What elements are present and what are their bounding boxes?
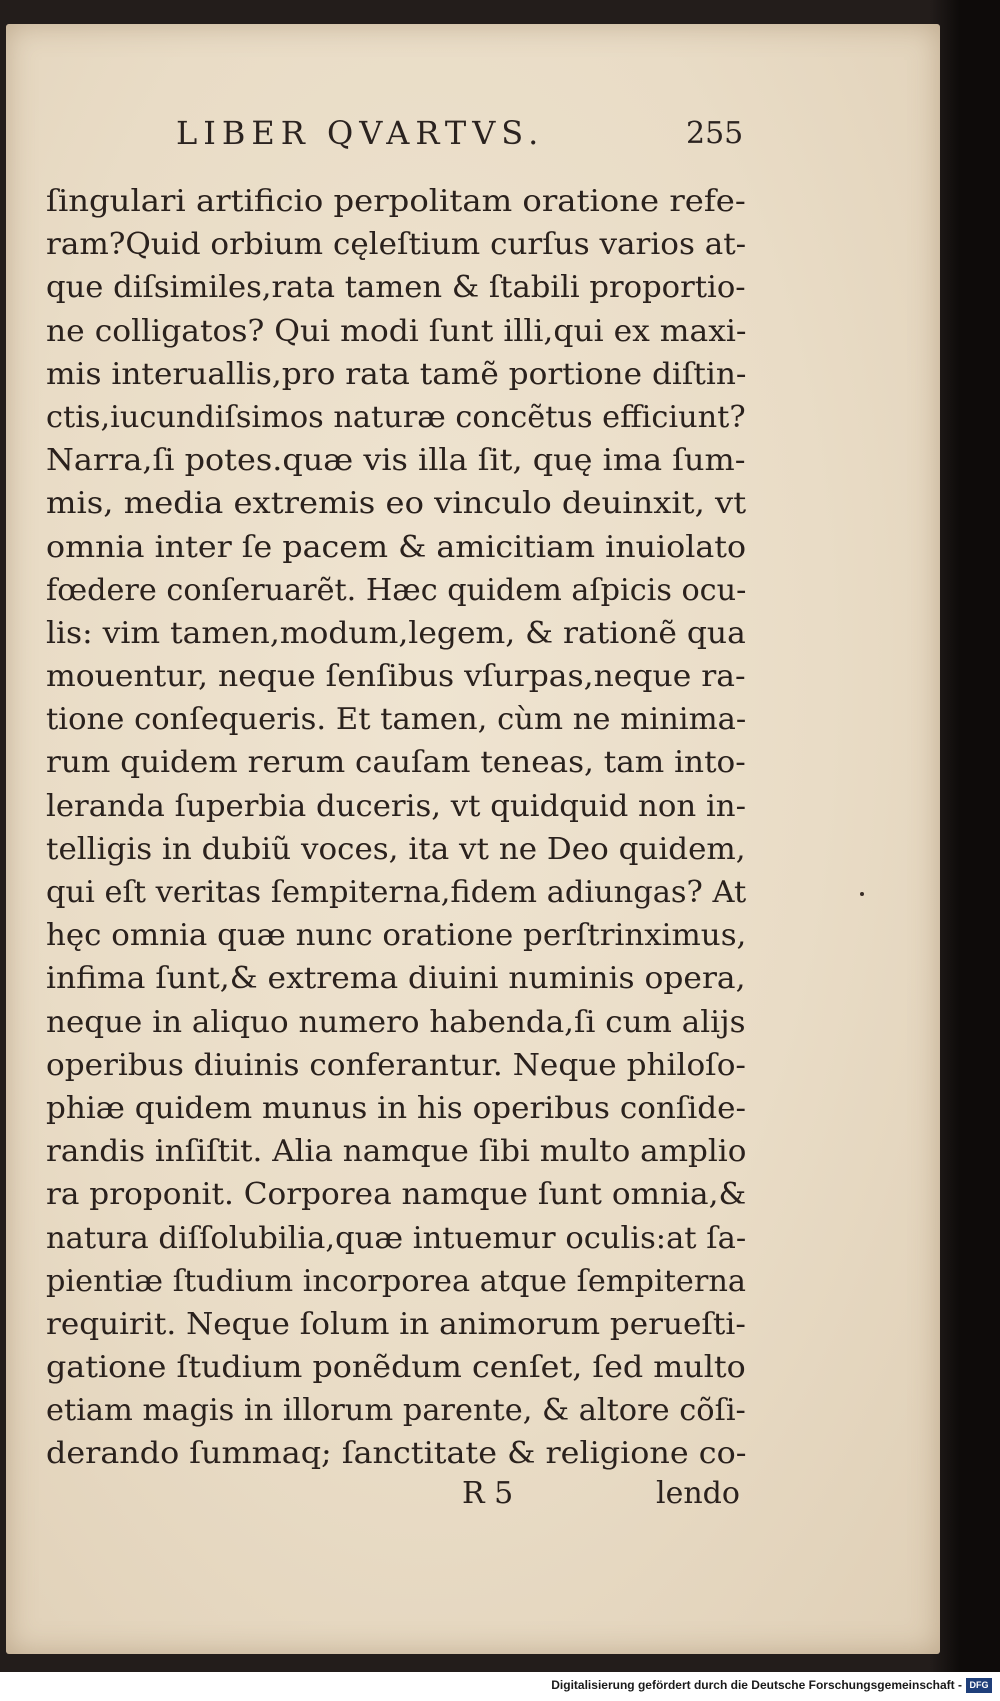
text-line: mouentur, neque ſenſibus vſurpas,neque ra- <box>46 659 746 695</box>
text-line: mis, media extremis eo vinculo deuinxit, vt <box>46 486 747 522</box>
text-line: operibus diuinis conferantur. Neque philoſo- <box>46 1047 746 1083</box>
text-line: tione conſequeris. Et tamen, cùm ne minima- <box>46 702 747 738</box>
text-line: derando ſummaq; ſanctitate & religione co- <box>46 1436 747 1472</box>
text-line: pientiæ ſtudium incorporea atque ſempiterna <box>46 1263 746 1299</box>
text-line: neque in aliquo numero habenda,ſi cum alijs <box>46 1004 746 1040</box>
text-line: randis inſiſtit. Alia namque ſibi multo amplio <box>46 1134 747 1170</box>
text-line: fœdere conſeruarẽt. Hæc quidem aſpicis ocu- <box>46 572 747 608</box>
text-line: natura diſſolubilia,quæ intuemur oculis:at ſa- <box>46 1220 747 1256</box>
text-line: infima ſunt,& extrema diuini numinis opera, <box>46 961 746 997</box>
text-line: ra proponit. Corporea namque ſunt omnia,& <box>46 1177 747 1213</box>
text-line: leranda ſuperbia duceris, vt quidquid non in- <box>46 788 746 824</box>
text-line: ram?Quid orbium cęleſtium curſus varios at- <box>46 227 747 263</box>
text-line: hęc omnia quæ nunc oratione perſtrinximus, <box>46 918 747 954</box>
running-title: LIBER QVARTVS. <box>176 114 545 152</box>
dfg-logo: DFG <box>966 1678 992 1693</box>
text-line: phiæ quidem munus in his operibus conſide- <box>46 1090 746 1126</box>
text-line: ctis,iucundiſsimos naturæ concẽtus efficiunt? <box>46 399 746 435</box>
body-text <box>46 180 746 1476</box>
text-line: ne colligatos? Qui modi ſunt illi,qui ex maxi- <box>46 313 747 349</box>
text-line: telligis in dubiũ voces, ita vt ne Deo quidem, <box>46 831 746 867</box>
catchword: lendo <box>656 1476 740 1511</box>
signature-mark: R 5 <box>462 1476 514 1511</box>
text-line: etiam magis in illorum parente, & altore cõſi- <box>46 1393 746 1429</box>
ink-speck <box>860 892 864 896</box>
text-line: rum quidem rerum cauſam teneas, tam into- <box>46 745 746 781</box>
text-line: gatione ſtudium ponẽdum cenſet, ſed multo <box>46 1350 746 1386</box>
credit-bar <box>0 1672 1000 1701</box>
text-line: que diſsimiles,rata tamen & ſtabili proportio- <box>46 270 746 306</box>
text-line: omnia inter ſe pacem & amicitiam inuiolato <box>46 529 747 565</box>
page-number: 255 <box>686 116 744 151</box>
text-line: mis interuallis,pro rata tamẽ portione diſtin- <box>46 356 747 392</box>
text-line: qui eſt veritas ſempiterna,fidem adiungas? At <box>46 875 747 910</box>
text-line: ſingulari artificio perpolitam oratione refe- <box>46 184 746 219</box>
book-page <box>6 24 940 1654</box>
text-line: lis: vim tamen,modum,legem, & rationẽ qua <box>46 615 746 651</box>
page-footer <box>46 1476 746 1526</box>
text-line: Narra,ſi potes.quæ vis illa ſit, quę ima ſum- <box>46 443 746 479</box>
page-header <box>46 114 746 174</box>
credit-text: Digitalisierung gefördert durch die Deutsche Forschungsgemeinschaft - <box>551 1678 962 1692</box>
text-line: requirit. Neque ſolum in animorum perueſti- <box>46 1306 746 1342</box>
